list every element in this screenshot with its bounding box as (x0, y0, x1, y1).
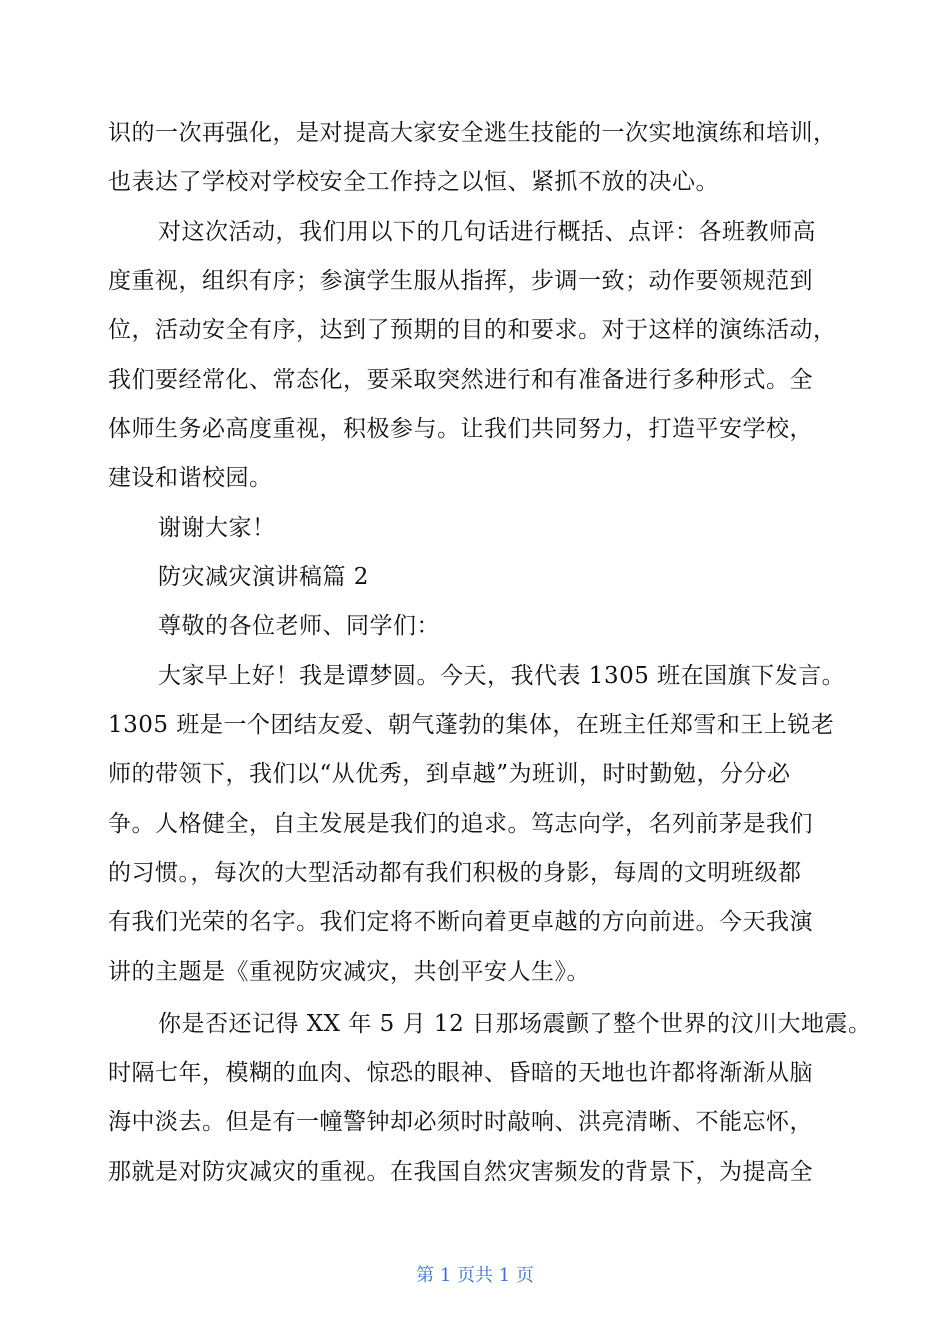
text-line-5: 位，活动安全有序，达到了预期的目的和要求。对于这样的演练活动， (108, 317, 837, 343)
text-line-2: 也表达了学校对学校安全工作持之以恒、紧抓不放的决心。 (108, 169, 719, 195)
page-number-footer: 第 1 页共 1 页 (416, 1265, 534, 1286)
section-heading: 防灾减灾演讲稿篇 2 (158, 564, 369, 590)
text-line-6: 我们要经常化、常态化，要采取突然进行和有准备进行多种形式。全 (108, 367, 813, 393)
salutation: 尊敬的各位老师、同学们： (158, 613, 440, 639)
text-line-15: 争。人格健全，自主发展是我们的追求。笃志向学，名列前茅是我们 (108, 811, 813, 837)
text-line-13: 1305 班是一个团结友爱、朝气蓬勃的集体，在班主任郑雪和王上锐老 (108, 712, 835, 738)
text-line-22: 那就是对防灾减灾的重视。在我国自然灾害频发的背景下，为提高全 (108, 1159, 813, 1185)
text-line-20: 时隔七年，模糊的血肉、惊恐的眼神、昏暗的天地也许都将渐渐从脑 (108, 1060, 813, 1086)
text-line-7: 体师生务必高度重视，积极参与。让我们共同努力，打造平安学校， (108, 416, 813, 442)
text-line-1: 识的一次再强化，是对提高大家安全逃生技能的一次实地演练和培训， (108, 120, 837, 146)
text-line-8: 建设和谐校园。 (108, 465, 273, 491)
text-line-12: 大家早上好！我是谭梦圆。今天，我代表 1305 班在国旗下发言。 (158, 663, 846, 689)
text-line-3: 对这次活动，我们用以下的几句话进行概括、点评：各班教师高 (158, 219, 816, 245)
text-line-9: 谢谢大家！ (158, 515, 276, 541)
text-line-21: 海中淡去。但是有一幢警钟却必须时时敲响、洪亮清晰、不能忘怀， (108, 1109, 813, 1135)
text-line-19: 你是否还记得 XX 年 5 月 12 日那场震颤了整个世界的汶川大地震。 (158, 1011, 872, 1037)
text-line-14: 师的带领下，我们以“从优秀，到卓越”为班训，时时勤勉，分分必 (108, 761, 791, 787)
text-line-18: 讲的主题是《重视防灾减灾，共创平安人生》。 (108, 959, 590, 985)
text-line-16: 的习惯。，每次的大型活动都有我们积极的身影，每周的文明班级都 (108, 860, 802, 886)
text-line-4: 度重视，组织有序；参演学生服从指挥，步调一致；动作要领规范到 (108, 268, 813, 294)
text-line-17: 有我们光荣的名字。我们定将不断向着更卓越的方向前进。今天我演 (108, 909, 813, 935)
